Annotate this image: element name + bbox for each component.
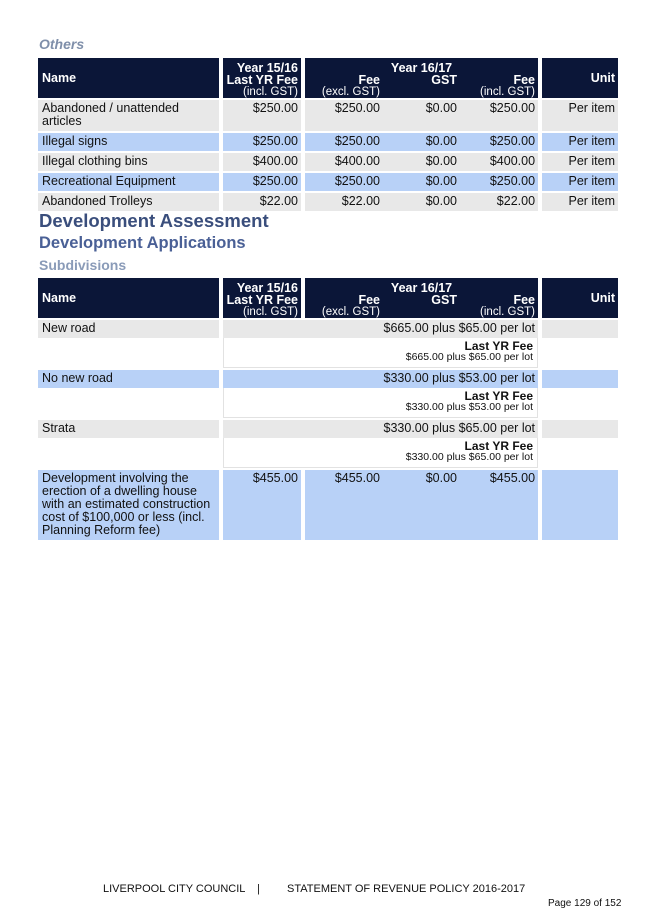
row-last-fee: $400.00	[223, 151, 301, 171]
row-unit: Per item	[542, 171, 618, 191]
section-heading-subdivisions: Subdivisions	[39, 257, 127, 273]
header-unit: Unit	[542, 58, 618, 98]
row-fee-incl: $22.00	[460, 191, 538, 211]
row-last-fee: $250.00	[223, 171, 301, 191]
row-fee: $22.00	[305, 191, 383, 211]
section-heading-others: Others	[39, 36, 85, 52]
table-row	[38, 171, 618, 191]
row-last-fee: $250.00	[223, 131, 301, 151]
last-yr-fee-value: $330.00 plus $53.00 per lot	[405, 401, 534, 413]
row-fee-text: $665.00 plus $65.00 per lot	[223, 318, 538, 338]
row-fee-incl: $250.00	[460, 171, 538, 191]
table-row	[38, 468, 618, 540]
last-yr-fee-title: Last YR Fee	[464, 439, 534, 453]
header-fee-incl: Fee	[513, 293, 535, 307]
row-name: Abandoned / unattended articles	[38, 98, 219, 131]
row-name: Development involving the erection of a dwelling house with an estimated construction cost of $100,000 or less (incl. Planning Reform fee)	[38, 468, 219, 540]
header-incl-gst: (incl. GST)	[243, 86, 298, 98]
row-unit: Per item	[542, 131, 618, 151]
subdivisions-fee-table	[38, 278, 618, 540]
header-incl-gst: (incl. GST)	[243, 306, 298, 318]
row-name: Abandoned Trolleys	[38, 191, 219, 211]
section-heading-development-assessment: Development Assessment	[39, 210, 269, 231]
row-unit	[542, 318, 618, 338]
last-yr-fee-box	[223, 388, 538, 418]
row-name: Recreational Equipment	[38, 171, 219, 191]
header-year1516-label: Year 15/16	[236, 61, 298, 75]
row-unit: Per item	[542, 191, 618, 211]
row-fee: $250.00	[305, 171, 383, 191]
row-name: New road	[38, 318, 219, 338]
header-gst: GST	[431, 73, 457, 87]
header-incl-gst-2: (incl. GST)	[480, 86, 535, 98]
last-yr-fee-value: $665.00 plus $65.00 per lot	[405, 351, 534, 363]
row-unit	[542, 418, 618, 438]
row-name: Strata	[38, 418, 219, 438]
header-year1516	[223, 58, 301, 98]
row-fee: $250.00	[305, 131, 383, 151]
header-year1516-label: Year 15/16	[236, 281, 298, 295]
header-fee: Fee	[358, 73, 380, 87]
row-fee-incl: $400.00	[460, 151, 538, 171]
row-last-fee: $250.00	[223, 98, 301, 131]
row-name: Illegal clothing bins	[38, 151, 219, 171]
row-unit: Per item	[542, 98, 618, 131]
row-fee-incl: $455.00	[460, 468, 538, 540]
table-header-row	[38, 58, 618, 98]
row-fee: $455.00	[305, 468, 383, 540]
last-yr-fee-title: Last YR Fee	[464, 339, 534, 353]
header-excl-gst: (excl. GST)	[321, 86, 380, 98]
last-yr-fee-value: $330.00 plus $65.00 per lot	[405, 451, 534, 463]
row-gst: $0.00	[383, 98, 460, 131]
table-row	[38, 151, 618, 171]
header-year1617	[305, 278, 538, 318]
row-last-fee: $455.00	[223, 468, 301, 540]
last-yr-fee-box	[223, 438, 538, 468]
row-fee-incl: $250.00	[460, 131, 538, 151]
row-gst: $0.00	[383, 131, 460, 151]
table-header-row	[38, 278, 618, 318]
row-fee-text: $330.00 plus $53.00 per lot	[223, 368, 538, 388]
last-yr-fee-row	[38, 338, 618, 368]
section-heading-development-applications: Development Applications	[39, 234, 246, 252]
header-unit: Unit	[542, 278, 618, 318]
row-fee: $250.00	[305, 98, 383, 131]
table-row	[38, 191, 618, 211]
row-name: Illegal signs	[38, 131, 219, 151]
row-fee-text: $330.00 plus $65.00 per lot	[223, 418, 538, 438]
table-row	[38, 418, 618, 438]
row-unit	[542, 468, 618, 540]
row-gst: $0.00	[383, 191, 460, 211]
header-fee: Fee	[358, 293, 380, 307]
row-gst: $0.00	[383, 171, 460, 191]
header-fee-incl: Fee	[513, 73, 535, 87]
last-yr-fee-row	[38, 388, 618, 418]
row-unit: Per item	[542, 151, 618, 171]
row-fee-incl: $250.00	[460, 98, 538, 131]
row-unit	[542, 368, 618, 388]
row-name: No new road	[38, 368, 219, 388]
footer-council: LIVERPOOL CITY COUNCIL	[103, 883, 246, 895]
header-year1617-label: Year 16/17	[390, 281, 453, 295]
row-fee: $400.00	[305, 151, 383, 171]
header-gst: GST	[431, 293, 457, 307]
last-yr-fee-box	[223, 338, 538, 368]
header-last-yr-fee: Last YR Fee	[226, 293, 298, 307]
header-excl-gst: (excl. GST)	[321, 306, 380, 318]
header-incl-gst-2: (incl. GST)	[480, 306, 535, 318]
page-number: Page 129 of 152	[548, 898, 622, 909]
row-last-fee: $22.00	[223, 191, 301, 211]
last-yr-fee-title: Last YR Fee	[464, 389, 534, 403]
others-fee-table	[38, 58, 618, 211]
header-name: Name	[38, 278, 219, 318]
header-last-yr-fee: Last YR Fee	[226, 73, 298, 87]
header-name: Name	[38, 58, 219, 98]
table-row	[38, 131, 618, 151]
header-year1516	[223, 278, 301, 318]
table-row	[38, 98, 618, 131]
row-gst: $0.00	[383, 468, 460, 540]
header-year1617	[305, 58, 538, 98]
last-yr-fee-row	[38, 438, 618, 468]
row-gst: $0.00	[383, 151, 460, 171]
footer-title: STATEMENT OF REVENUE POLICY 2016-2017	[287, 883, 526, 895]
footer-separator: |	[257, 883, 260, 895]
header-year1617-label: Year 16/17	[390, 61, 453, 75]
table-row	[38, 318, 618, 338]
table-row	[38, 368, 618, 388]
